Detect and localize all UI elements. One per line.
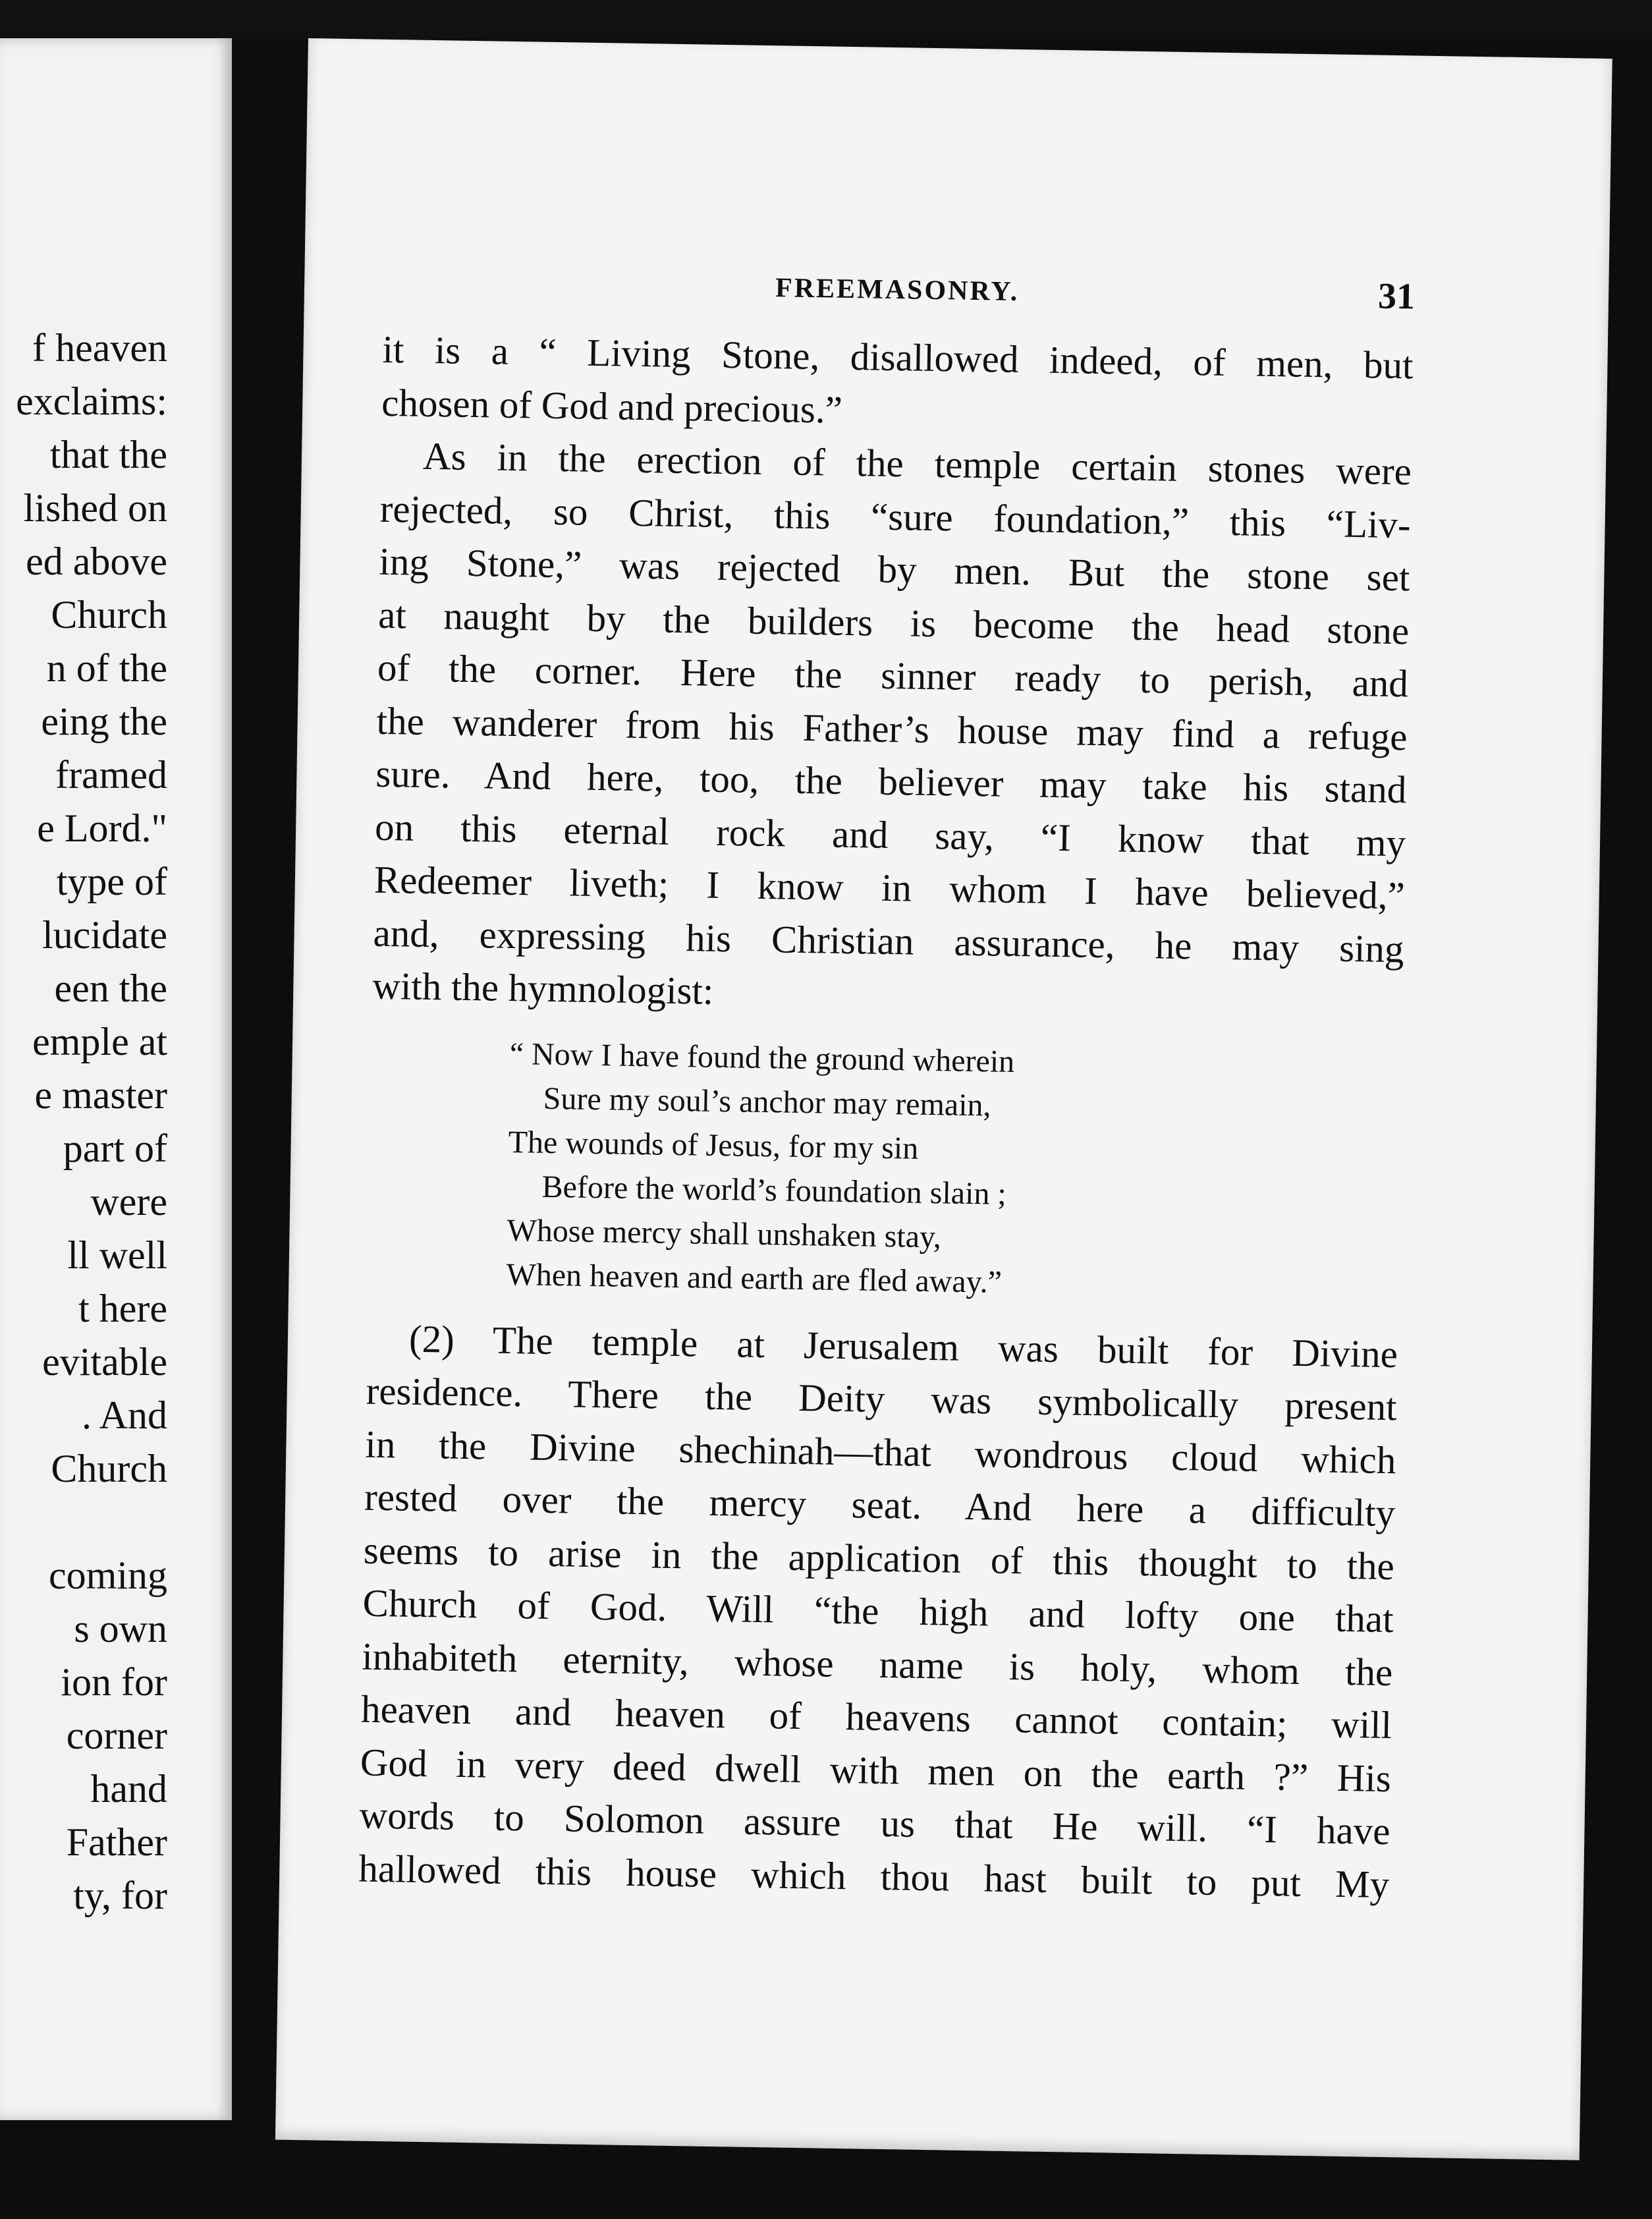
text-line: ing Stone,” was rejected by men. But the stone set: [379, 539, 1410, 600]
text-line: of the corner. Here the sinner ready to perish, and: [377, 645, 1409, 706]
left-line: lucidate: [42, 913, 167, 957]
paragraph-2: [372, 429, 1412, 1028]
paragraph-1: [381, 323, 1414, 445]
hymn-line: Sure my soul’s anchor may remain,: [543, 1081, 991, 1123]
left-line: lished on: [23, 486, 167, 530]
left-line: ion for: [61, 1660, 167, 1704]
left-line: Father: [66, 1820, 167, 1864]
left-line: hand: [90, 1767, 167, 1811]
text-line: on this eternal rock and say, “I know that my: [374, 804, 1406, 864]
page-number: 31: [1377, 275, 1416, 318]
text-line: sure. And here, too, the believer may take his stand: [375, 751, 1407, 812]
left-line: t here: [78, 1287, 167, 1330]
hymn-line: Before the world’s foundation slain ;: [541, 1169, 1007, 1212]
text-line: it is a “ Living Stone, disallowed indeed, of men, but: [382, 327, 1414, 387]
left-line: een the: [54, 967, 167, 1010]
left-line: e master: [34, 1073, 167, 1117]
left-line: evitable: [42, 1340, 167, 1384]
hymn-quotation: [368, 1029, 1402, 1310]
hymn-line: When heaven and earth are fled away.”: [506, 1256, 1003, 1300]
hymn-line: “ Now I have found the ground wherein: [509, 1036, 1015, 1079]
left-page-fragment: [0, 38, 232, 2120]
left-line: part of: [63, 1127, 167, 1170]
left-line: ty, for: [73, 1874, 167, 1917]
right-page: [275, 38, 1612, 2160]
left-line: corner: [66, 1714, 167, 1757]
text-line: Church of God. Will “the high and lofty one that: [362, 1581, 1394, 1641]
body-text: [358, 323, 1414, 1911]
scan-border: [0, 0, 1652, 40]
left-line: n of the: [46, 646, 167, 690]
text-line: the wanderer from his Father’s house may find a refuge: [376, 698, 1408, 758]
text-line: As in the erection of the temple certain stones were: [422, 434, 1412, 493]
left-line: f heaven: [32, 326, 167, 370]
text-line: seems to arise in the application of this thought to the: [363, 1528, 1395, 1588]
text-line: in the Divine shechinah—that wondrous cloud which: [364, 1422, 1396, 1482]
paragraph-3: [358, 1311, 1398, 1911]
left-line: were: [90, 1180, 167, 1223]
left-line: ed above: [26, 540, 167, 583]
hymn-line: Whose mercy shall unshaken stay,: [507, 1212, 942, 1254]
left-line: s own: [74, 1607, 167, 1650]
left-line: coming: [49, 1554, 167, 1597]
text-line: God in very deed dwell with men on the earth ?” His: [360, 1740, 1392, 1800]
left-line: eing the: [41, 700, 167, 743]
left-line: framed: [55, 753, 167, 797]
text-line: words to Solomon assure us that He will. “I have: [359, 1793, 1390, 1853]
text-line: Redeemer liveth; I know in whom I have believed,”: [373, 857, 1406, 918]
left-line: that the: [49, 433, 167, 476]
text-line: heaven and heaven of heavens cannot contain; will: [360, 1687, 1392, 1747]
text-line: rested over the mercy seat. And here a difficulty: [364, 1475, 1396, 1535]
text-line: chosen of God and precious.”: [381, 380, 843, 432]
text-line: with the hymnologist:: [372, 963, 714, 1013]
running-head: FREEMASONRY.: [775, 273, 1020, 307]
left-line: emple at: [32, 1020, 167, 1063]
left-line: e Lord.": [37, 806, 167, 850]
text-line: inhabiteth eternity, whose name is holy, whom the: [361, 1634, 1393, 1694]
hymn-line: The wounds of Jesus, for my sin: [508, 1124, 919, 1166]
left-line: . And: [81, 1393, 167, 1437]
left-line: Church: [51, 593, 167, 636]
left-line: ll well: [67, 1233, 167, 1277]
text-line: hallowed this house which thou hast built to put My: [358, 1846, 1390, 1906]
left-line: Church: [51, 1447, 167, 1490]
text-line: residence. There the Deity was symbolically present: [366, 1368, 1398, 1429]
left-line: exclaims:: [16, 379, 167, 423]
left-line: type of: [56, 860, 167, 903]
text-line: (2) The temple at Jerusalem was built for Divine: [408, 1316, 1398, 1376]
text-line: rejected, so Christ, this “sure foundation,” this “Liv-: [379, 486, 1412, 546]
text-line: and, expressing his Christian assurance, he may sing: [373, 911, 1405, 970]
text-line: at naught by the builders is become the head stone: [377, 592, 1410, 652]
